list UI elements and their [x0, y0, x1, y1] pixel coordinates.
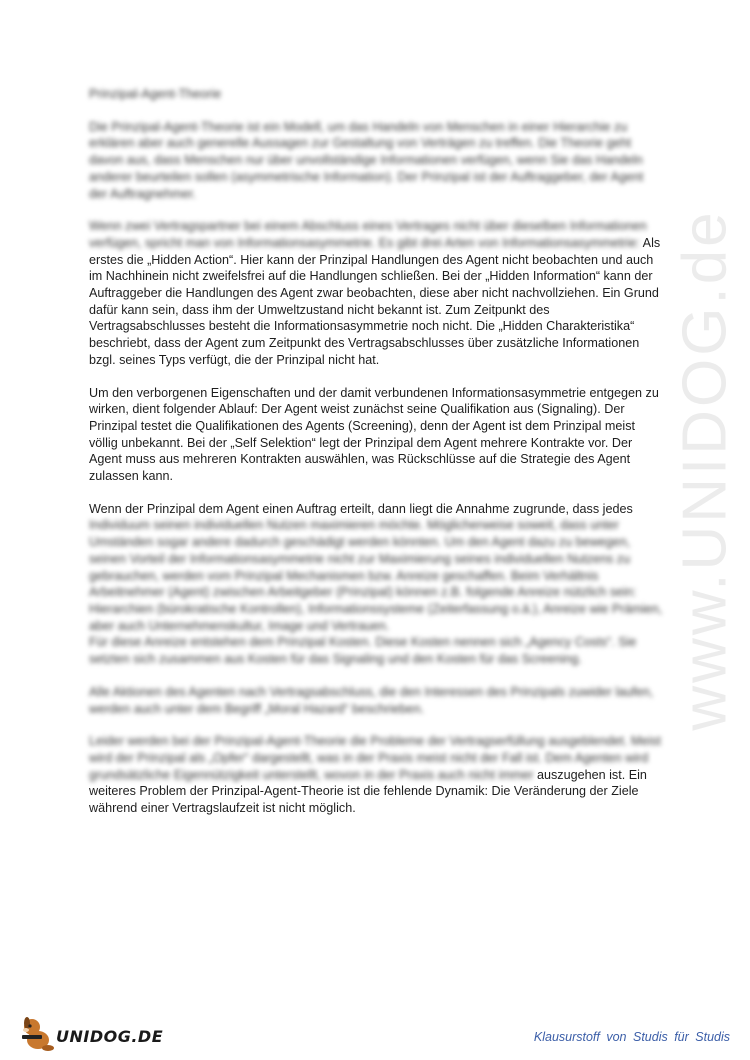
paragraph-critique-visible: auszugehen ist. Ein weiteres Problem der Prinzipal-Agent-Theorie ist die fehlende Dynamik: Die Veränderung der Ziele während einer Vertragslaufzeit ist nicht möglich.: [89, 767, 647, 816]
paragraph-hidden-characteristics: Um den verborgenen Eigenschaften und der damit verbundenen Informationsasymmetrie entgegen zu wirken, dient folgender Ablauf: Der Agent weist zunächst seine Qualifikation aus (Signaling). Der Prinzipal testet die Qualifikationen des Agents (Screening), denn der Agent ist dem Prinzipal meist völlig unbekannt. Bei der „Self Selektion“ legt der Prinzipal dem Agent mehrere Kontrakte vor. Der Agent muss aus mehreren Kontrakten auswählen, was Rückschlüsse auf die Strategie des Agent zulassen kann.: [89, 385, 659, 484]
paragraph-intro: Die Prinzipal-Agent-Theorie ist ein Modell, um das Handeln von Menschen in einer Hierarchie zu erklären aber auch generelle Aussagen zur Gestaltung von Verträgen zu treffen. Die Theorie geht davon aus, dass Menschen nur über unvollständige Informationen verfügen, wenn Sie das Handeln anderer beurteilen sollen (asymmetrische Information). Der Prinzipal ist der Auftraggeber, der Agent der Auftragnehmer.: [89, 119, 644, 201]
dog-icon: [18, 1013, 58, 1053]
paragraph-critique-blurred: Leider werden bei der Prinzipal-Agent-Theorie die Probleme der Vertragserfüllung ausgeblendet. Meist wird der Prinzipal als „Opfer“ dargestellt, was in der Praxis meist nicht der Fall ist. Dem Agenten wird grundsätzliche Eigennützigkeit unterstellt, wovon in der Praxis auch nicht immer: [89, 734, 661, 782]
paragraph-incentives-blurred: Individuum seinen individuellen Nutzen maximieren möchte. Möglicherweise soweit, dass unter Umständen sogar andere dadurch geschädigt werden könnten. Um den Agent dazu zu bewegen, seinen Vorteil der Informationsasymmetrie nicht zur Maximierung seines individuellen Nutzens zu gebrauchen, werden vom Prinzipal Mechanismen bzw. Anreize geschaffen. Beim Verhältnis Arbeitnehmer (Agent) zwischen Arbeitgeber (Prinzipal) können z.B. folgende Anreize nützlich sein: Hierarchien (bürokratische Kontrollen), Informationssysteme (Zeiterfassung o.ä.), Anreize wie Prämien, aber auch Unternehmenskultur, Image und Vertrauen.: [89, 518, 663, 633]
paragraph-critique: [89, 733, 664, 817]
paragraph-incentives: [89, 501, 664, 635]
watermark: www.UNIDOG.de: [670, 209, 740, 731]
paragraph-moral-hazard: Alle Aktionen des Agenten nach Vertragsabschluss, die den Interessen des Prinzipals zuwider laufen, werden auch unter dem Begriff „Moral Hazard“ beschrieben.: [89, 684, 654, 716]
paragraph-incentives-visible: Wenn der Prinzipal dem Agent einen Auftrag erteilt, dann liegt die Annahme zugrunde, dass jedes: [89, 501, 633, 516]
footer-slogan: Klausurstoff von Studis für Studis: [533, 1030, 730, 1044]
paragraph-asymmetry-visible: Als erstes die „Hidden Action“. Hier kann der Prinzipal Handlungen des Agent nicht beobachten und auch im Nachhinein nicht zweifelsfrei auf die Handlungen schließen. Bei der „Hidden Information“ kann der Auftraggeber die Handlungen des Agent zwar beobachten, diese aber nicht nachvollziehen. Ein Grund dafür kann sein, dass ihm der Umweltzustand nicht bekannt ist. Zum Zeitpunkt des Vertragsabschlusses besteht die Informationsasymmetrie noch nicht. Die „Hidden Charakteristika“ beschriebt, dass der Agent zum Zeitpunkt des Vertragsabschlusses über zusätzliche Informationen bzgl. seines Typs verfügt, die der Prinzipal nicht hat.: [89, 235, 661, 367]
document-title: Prinzipal-Agent-Theorie: [89, 87, 222, 101]
paragraph-agency-costs: Für diese Anreize entstehen dem Prinzipal Kosten. Diese Kosten nennen sich „Agency Costs“. Sie setzten sich zusammen aus Kosten für das Signaling und den Kosten für das Screening.: [89, 635, 637, 667]
paragraph-asymmetry: [89, 218, 664, 368]
document-body: [89, 86, 664, 817]
unidog-logo: [18, 1013, 178, 1053]
paragraph-asymmetry-blurred: Wenn zwei Vertragspartner bei einem Abschluss eines Vertrages nicht über dieselben Informationen verfügen, spricht man von Informationsasymmetrie. Es gibt drei Arten von Informationsasymmetrie:: [89, 219, 647, 250]
logo-text: UNIDOG.DE: [56, 1027, 164, 1046]
